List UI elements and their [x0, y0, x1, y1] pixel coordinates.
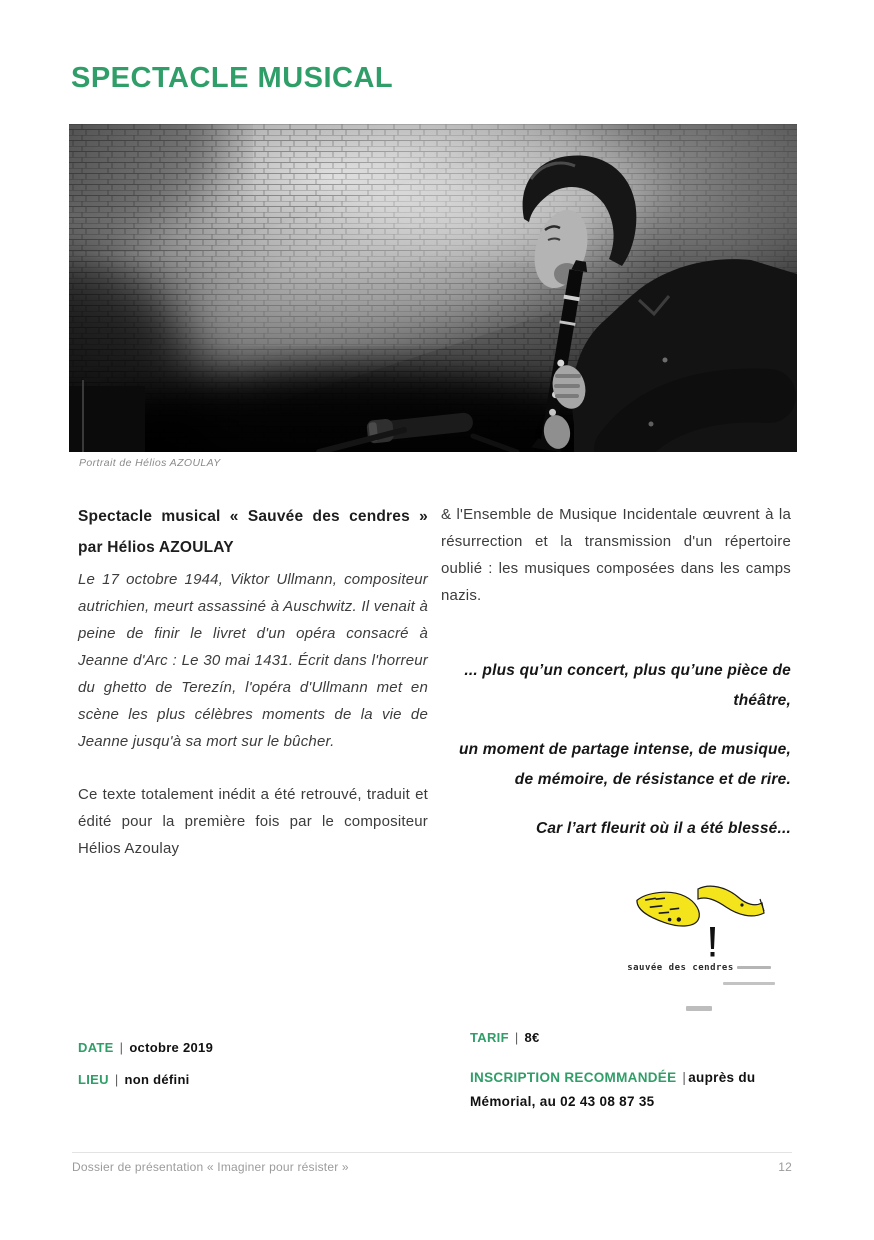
article-paragraph-1: Le 17 octobre 1944, Viktor Ullmann, compositeur autrichien, meurt assassiné à Auschwitz. Il venait à peine de finir le livret d'un opéra consacré à Jeanne d'Arc : Le 30 mai 1431. Écrit dans l'horreur du ghetto de Terezín, l'opéra d'Ullmann met en scène les plus célèbres moments de la vie de Jeanne jusqu'à sa mort sur le bûcher.	[78, 571, 428, 750]
page-number: 12	[778, 1160, 792, 1174]
pull-quotes	[441, 656, 791, 844]
separator: |	[119, 1040, 124, 1055]
logo-text: sauvée des cendres	[627, 963, 734, 973]
lieu-row	[78, 1072, 213, 1087]
event-details-left	[78, 1040, 213, 1087]
logo-fine-print	[737, 966, 771, 969]
lieu-label: LIEU	[78, 1072, 109, 1087]
left-column	[78, 501, 428, 1018]
tarif-row	[470, 1030, 782, 1045]
pull-quote-3: Car l’art fleurit où il a été blessé...	[535, 820, 791, 837]
footer-text: Dossier de présentation « Imaginer pour résister »	[72, 1160, 349, 1174]
date-value: octobre 2019	[129, 1040, 214, 1055]
tarif-value: 8€	[524, 1030, 540, 1045]
logo-stamp-row	[609, 1000, 789, 1018]
clarinetist-vault-illustration	[69, 124, 797, 452]
inscription-label: INSCRIPTION RECOMMANDÉE	[470, 1070, 677, 1085]
page-footer	[72, 1152, 792, 1174]
logo-fine-print-row	[609, 975, 789, 993]
right-column	[441, 501, 791, 1018]
photo-caption: Portrait de Hélios AZOULAY	[79, 457, 221, 469]
article-heading: Spectacle musical « Sauvée des cendres » par Hélios AZOULAY	[78, 508, 428, 556]
body-columns	[78, 501, 791, 1018]
separator: |	[514, 1030, 519, 1045]
inscription-value: auprès du Mémorial, au 02 43 08 87 35	[470, 1070, 756, 1109]
sauvee-des-cendres-logo	[609, 869, 789, 1018]
event-details-right	[470, 1030, 782, 1114]
pull-quote-2: un moment de partage intense, de musique, de mémoire, de résistance et de rire.	[458, 741, 791, 788]
page-title: SPECTACLE MUSICAL	[71, 62, 394, 94]
date-label: DATE	[78, 1040, 114, 1055]
separator: |	[682, 1070, 687, 1085]
separator: |	[114, 1072, 119, 1087]
inscription-row	[470, 1066, 782, 1114]
date-row	[78, 1040, 213, 1055]
article-paragraph-3: & l'Ensemble de Musique Incidentale œuvrent à la résurrection et la transmission d'un répertoire oublié : les musiques composées dans les camps nazis.	[441, 506, 791, 604]
lieu-value: non défini	[124, 1072, 190, 1087]
article-paragraph-2: Ce texte totalement inédit a été retrouvé, traduit et édité pour la première fois par le compositeur Hélios Azoulay	[78, 786, 428, 857]
logo-text-row	[609, 963, 789, 973]
tarif-label: TARIF	[470, 1030, 509, 1045]
pull-quote-1: ... plus qu’un concert, plus qu’une pièce de théâtre,	[464, 662, 791, 709]
concert-photo	[69, 124, 797, 452]
broken-clarinet-logo-drawing	[614, 869, 784, 961]
